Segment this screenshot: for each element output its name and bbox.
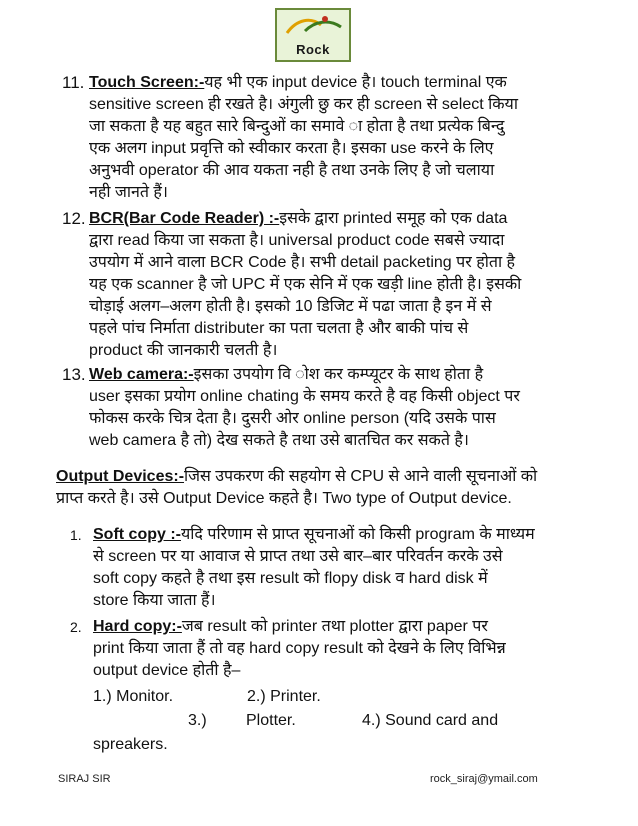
item-line: user इसका प्रयोग online chating के समय करते है वह किसी object पर <box>89 388 520 405</box>
item-line: sensitive screen ही रखते है। अंगुली छु कर ही screen से select किया <box>89 96 518 113</box>
item-number: 11. <box>62 73 85 92</box>
item-line: पहले पांच निर्माता distributer का पता चलता है और बाकी पांच से <box>89 320 469 337</box>
subitem-first-line <box>93 524 535 546</box>
item-heading: BCR(Bar Code Reader) :- <box>89 210 280 227</box>
subitem-line: output device होती है– <box>93 662 241 679</box>
item-number: 13. <box>62 365 86 384</box>
rock-logo <box>275 8 351 62</box>
subitem-heading: Hard copy:- <box>93 618 182 635</box>
item-line: नही जानते हैं। <box>89 184 168 201</box>
item-line: इसके द्वारा printed समूह को एक data <box>279 210 508 227</box>
item-line: web camera है तो) देख सकते है तथा उसे बातचित कर सकते है। <box>89 432 469 449</box>
subitem-line: जब result को printer तथा plotter द्वारा paper पर <box>181 618 488 635</box>
item-line: product की जानकारी चलती है। <box>89 342 278 359</box>
item-line: यह एक scanner है जो UPC में एक सेनि में एक खड़ी line होती है। इसकी <box>89 276 522 293</box>
item-line: यह भी एक input device है। touch terminal एक <box>204 74 507 91</box>
item-first-line <box>89 364 520 386</box>
item-line: इसका उपयोग वि ोश कर कम्प्यूटर के साथ होता है <box>193 366 484 383</box>
list-item-printer: 2.) Printer. <box>247 688 321 705</box>
output-line: प्राप्त करते है। उसे Output Device कहते है। Two type of Output device. <box>56 490 512 507</box>
list-item-plotter-number: 3.) <box>188 712 207 729</box>
output-heading: Output Devices:- <box>56 468 185 485</box>
item-line: उपयोग में आने वाला BCR Code है। सभी detail packeting पर होता है <box>89 254 516 271</box>
item-line: जा सकता है यह बहुत सारे बिन्दुओं का समावे ा होता है तथा प्रत्येक बिन्दु <box>89 118 505 135</box>
item-first-line <box>89 72 518 94</box>
item-line: अनुभवी operator की आव यकता नही है तथा उनके लिए है जो चलाया <box>89 162 495 179</box>
item-heading: Touch Screen:- <box>89 74 205 91</box>
subitem-line: store किया जाता हैं। <box>93 592 216 609</box>
subitem-first-line <box>93 616 506 638</box>
item-first-line <box>89 208 521 230</box>
item-number: 12. <box>62 209 86 228</box>
subitem-heading: Soft copy :- <box>93 526 181 543</box>
item-heading: Web camera:- <box>89 366 194 383</box>
subitem-line: print किया जाता हैं तो वह hard copy result को देखने के लिए विभिन्न <box>93 640 506 657</box>
list-item-monitor: 1.) Monitor. <box>93 688 174 705</box>
subitem-line: यदि परिणाम से प्राप्त सूचनाओं को किसी program के माध्यम <box>181 526 535 543</box>
subitem-number: 1. <box>70 527 82 543</box>
subitem-line: soft copy कहते है तथा इस result को flopy disk व hard disk में <box>93 570 488 587</box>
footer-author: SIRAJ SIR <box>58 773 111 785</box>
footer-email: rock_siraj@ymail.com <box>430 773 538 785</box>
item-line: एक अलग input प्रवृत्ति को स्वीकार करता है। इसका use करने के लिए <box>89 140 494 157</box>
item-line: फोकस करके चित्र देता है। दुसरी ओर online person (यदि उसके पास <box>89 410 496 427</box>
item-line: चोड़ाई अलग–अलग होती है। इसको 10 डिजिट में पढा जाता है इन में से <box>89 298 492 315</box>
subitem-number: 2. <box>70 619 82 635</box>
item-line: द्वारा read किया जा सकता है। universal product code सबसे ज्यादा <box>89 232 505 249</box>
subitem-line: से screen पर या आवाज से प्राप्त तथा उसे बार–बार परिवर्तन करके उसे <box>93 548 503 565</box>
list-item-sound-card: 4.) Sound card and <box>362 712 499 729</box>
logo-text: Rock <box>296 42 330 57</box>
list-item-plotter: Plotter. <box>246 712 296 729</box>
runner-logo-icon <box>281 13 347 37</box>
list-item-speakers: spreakers. <box>93 736 168 753</box>
output-first-line <box>56 466 537 488</box>
output-line: जिस उपकरण की सहयोग से CPU से आने वाली सूचनाओं को <box>184 468 538 485</box>
